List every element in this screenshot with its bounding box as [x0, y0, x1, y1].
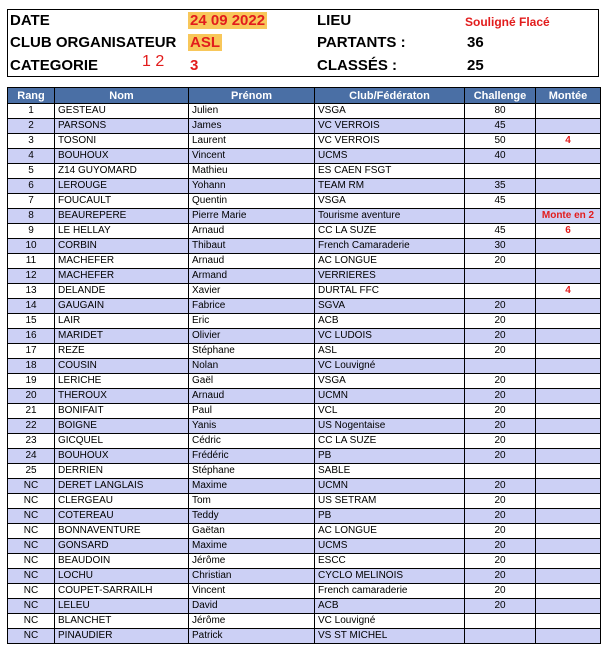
- last-name-cell: THEROUX: [55, 389, 189, 404]
- table-row: [8, 524, 601, 539]
- club-cell: VC VERROIS: [315, 119, 465, 134]
- rank-cell: 3: [8, 134, 55, 149]
- montee-cell: [536, 269, 601, 284]
- montee-cell: [536, 509, 601, 524]
- first-name-cell: Olivier: [189, 329, 315, 344]
- table-row: [8, 584, 601, 599]
- club-cell: UCMS: [315, 149, 465, 164]
- table-row: [8, 449, 601, 464]
- last-name-cell: GONSARD: [55, 539, 189, 554]
- table-row: [8, 404, 601, 419]
- challenge-cell: 20: [465, 374, 536, 389]
- results-table: [7, 87, 601, 644]
- first-name-cell: Yohann: [189, 179, 315, 194]
- first-name-cell: Mathieu: [189, 164, 315, 179]
- partants-value: 36: [467, 34, 484, 51]
- rank-cell: 7: [8, 194, 55, 209]
- first-name-cell: Christian: [189, 569, 315, 584]
- club-cell: UCMS: [315, 539, 465, 554]
- rank-cell: 19: [8, 374, 55, 389]
- race-info-box: [7, 9, 599, 77]
- first-name-cell: Arnaud: [189, 389, 315, 404]
- rank-cell: 8: [8, 209, 55, 224]
- last-name-cell: COUPET-SARRAILH: [55, 584, 189, 599]
- rank-cell: NC: [8, 584, 55, 599]
- montee-cell: 4: [536, 134, 601, 149]
- first-name-cell: Arnaud: [189, 254, 315, 269]
- club-cell: VS ST MICHEL: [315, 629, 465, 644]
- challenge-cell: 20: [465, 389, 536, 404]
- last-name-cell: DELANDE: [55, 284, 189, 299]
- club-organisateur-value: ASL: [190, 34, 220, 51]
- challenge-cell: [465, 269, 536, 284]
- last-name-cell: FOUCAULT: [55, 194, 189, 209]
- table-row: [8, 539, 601, 554]
- last-name-cell: LAIR: [55, 314, 189, 329]
- challenge-cell: 45: [465, 119, 536, 134]
- rank-cell: 5: [8, 164, 55, 179]
- table-row: [8, 239, 601, 254]
- challenge-cell: 30: [465, 239, 536, 254]
- challenge-cell: [465, 629, 536, 644]
- first-name-cell: Nolan: [189, 359, 315, 374]
- last-name-cell: COUSIN: [55, 359, 189, 374]
- montee-cell: [536, 164, 601, 179]
- first-name-cell: Vincent: [189, 149, 315, 164]
- challenge-cell: 45: [465, 194, 536, 209]
- last-name-cell: BONNAVENTURE: [55, 524, 189, 539]
- categorie-note: 1 2: [142, 53, 165, 70]
- challenge-cell: 20: [465, 509, 536, 524]
- challenge-cell: 20: [465, 344, 536, 359]
- challenge-cell: 20: [465, 419, 536, 434]
- last-name-cell: DERET LANGLAIS: [55, 479, 189, 494]
- first-name-cell: Stéphane: [189, 464, 315, 479]
- first-name-cell: Gaël: [189, 374, 315, 389]
- first-name-cell: Eric: [189, 314, 315, 329]
- club-cell: ACB: [315, 599, 465, 614]
- club-cell: CYCLO MELINOIS: [315, 569, 465, 584]
- club-cell: VC VERROIS: [315, 134, 465, 149]
- challenge-cell: 35: [465, 179, 536, 194]
- rank-cell: 9: [8, 224, 55, 239]
- lieu-label: LIEU: [317, 12, 352, 29]
- table-row: [8, 224, 601, 239]
- table-row: [8, 134, 601, 149]
- club-organisateur-label: CLUB ORGANISATEUR: [10, 34, 177, 51]
- last-name-cell: LELEU: [55, 599, 189, 614]
- montee-cell: [536, 464, 601, 479]
- montee-cell: [536, 149, 601, 164]
- last-name-cell: LEROUGE: [55, 179, 189, 194]
- montee-cell: [536, 239, 601, 254]
- challenge-cell: 20: [465, 524, 536, 539]
- header-montee: Montée: [536, 88, 601, 104]
- challenge-cell: 20: [465, 449, 536, 464]
- club-cell: VSGA: [315, 194, 465, 209]
- challenge-cell: 20: [465, 584, 536, 599]
- rank-cell: NC: [8, 569, 55, 584]
- club-cell: CC LA SUZE: [315, 434, 465, 449]
- last-name-cell: BLANCHET: [55, 614, 189, 629]
- last-name-cell: CLERGEAU: [55, 494, 189, 509]
- table-row: [8, 509, 601, 524]
- first-name-cell: Yanis: [189, 419, 315, 434]
- classes-value: 25: [467, 57, 484, 74]
- rank-cell: NC: [8, 524, 55, 539]
- montee-cell: [536, 614, 601, 629]
- montee-cell: [536, 494, 601, 509]
- rank-cell: NC: [8, 494, 55, 509]
- montee-cell: [536, 374, 601, 389]
- montee-cell: [536, 254, 601, 269]
- rank-cell: NC: [8, 599, 55, 614]
- table-row: [8, 299, 601, 314]
- first-name-cell: Armand: [189, 269, 315, 284]
- challenge-cell: 20: [465, 554, 536, 569]
- rank-cell: NC: [8, 509, 55, 524]
- montee-cell: [536, 329, 601, 344]
- first-name-cell: Arnaud: [189, 224, 315, 239]
- table-row: [8, 344, 601, 359]
- first-name-cell: Pierre Marie: [189, 209, 315, 224]
- header-rang: Rang: [8, 88, 55, 104]
- table-row: [8, 314, 601, 329]
- first-name-cell: Patrick: [189, 629, 315, 644]
- last-name-cell: BEAUDOIN: [55, 554, 189, 569]
- first-name-cell: Vincent: [189, 584, 315, 599]
- rank-cell: NC: [8, 614, 55, 629]
- challenge-cell: [465, 359, 536, 374]
- challenge-cell: [465, 209, 536, 224]
- first-name-cell: Xavier: [189, 284, 315, 299]
- club-cell: TEAM RM: [315, 179, 465, 194]
- club-cell: DURTAL FFC: [315, 284, 465, 299]
- table-row: [8, 434, 601, 449]
- first-name-cell: Jérôme: [189, 614, 315, 629]
- rank-cell: 6: [8, 179, 55, 194]
- challenge-cell: 20: [465, 404, 536, 419]
- montee-cell: [536, 299, 601, 314]
- rank-cell: 2: [8, 119, 55, 134]
- challenge-cell: 20: [465, 329, 536, 344]
- challenge-cell: 20: [465, 314, 536, 329]
- last-name-cell: COTEREAU: [55, 509, 189, 524]
- table-row: [8, 494, 601, 509]
- last-name-cell: LOCHU: [55, 569, 189, 584]
- table-row: [8, 419, 601, 434]
- challenge-cell: 40: [465, 149, 536, 164]
- club-cell: ESCC: [315, 554, 465, 569]
- club-cell: ACB: [315, 314, 465, 329]
- header-challenge: Challenge: [465, 88, 536, 104]
- montee-cell: [536, 554, 601, 569]
- last-name-cell: LE HELLAY: [55, 224, 189, 239]
- club-cell: US Nogentaise: [315, 419, 465, 434]
- club-cell: ASL: [315, 344, 465, 359]
- club-cell: VSGA: [315, 374, 465, 389]
- last-name-cell: GESTEAU: [55, 104, 189, 119]
- table-row: [8, 614, 601, 629]
- table-row: [8, 599, 601, 614]
- header-nom: Nom: [55, 88, 189, 104]
- table-row: [8, 479, 601, 494]
- first-name-cell: Fabrice: [189, 299, 315, 314]
- club-cell: CC LA SUZE: [315, 224, 465, 239]
- last-name-cell: CORBIN: [55, 239, 189, 254]
- rank-cell: 10: [8, 239, 55, 254]
- club-cell: UCMN: [315, 479, 465, 494]
- club-cell: French camaraderie: [315, 584, 465, 599]
- montee-cell: Monte en 2: [536, 209, 601, 224]
- challenge-cell: [465, 164, 536, 179]
- lieu-value: Souligné Flacé: [465, 15, 550, 29]
- last-name-cell: BONIFAIT: [55, 404, 189, 419]
- challenge-cell: [465, 614, 536, 629]
- header-prenom: Prénom: [189, 88, 315, 104]
- club-cell: VSGA: [315, 104, 465, 119]
- table-row: [8, 254, 601, 269]
- montee-cell: [536, 104, 601, 119]
- club-cell: Tourisme aventure: [315, 209, 465, 224]
- club-cell: PB: [315, 449, 465, 464]
- rank-cell: 24: [8, 449, 55, 464]
- table-row: [8, 374, 601, 389]
- montee-cell: 6: [536, 224, 601, 239]
- table-row: [8, 284, 601, 299]
- montee-cell: [536, 359, 601, 374]
- challenge-cell: 20: [465, 599, 536, 614]
- first-name-cell: Laurent: [189, 134, 315, 149]
- montee-cell: [536, 629, 601, 644]
- date-label: DATE: [10, 12, 50, 29]
- challenge-cell: 20: [465, 299, 536, 314]
- table-row: [8, 209, 601, 224]
- rank-cell: 15: [8, 314, 55, 329]
- last-name-cell: BOIGNE: [55, 419, 189, 434]
- results-header-row: [8, 88, 601, 104]
- challenge-cell: 20: [465, 539, 536, 554]
- rank-cell: 20: [8, 389, 55, 404]
- first-name-cell: Thibaut: [189, 239, 315, 254]
- montee-cell: [536, 479, 601, 494]
- last-name-cell: BEAUREPERE: [55, 209, 189, 224]
- header-club: Club/Fédératon: [315, 88, 465, 104]
- club-cell: UCMN: [315, 389, 465, 404]
- club-cell: French Camaraderie: [315, 239, 465, 254]
- challenge-cell: 20: [465, 434, 536, 449]
- last-name-cell: BOUHOUX: [55, 149, 189, 164]
- rank-cell: 12: [8, 269, 55, 284]
- last-name-cell: MACHEFER: [55, 254, 189, 269]
- rank-cell: 1: [8, 104, 55, 119]
- challenge-cell: [465, 284, 536, 299]
- first-name-cell: Maxime: [189, 539, 315, 554]
- last-name-cell: PINAUDIER: [55, 629, 189, 644]
- challenge-cell: 80: [465, 104, 536, 119]
- montee-cell: [536, 524, 601, 539]
- rank-cell: 23: [8, 434, 55, 449]
- last-name-cell: GAUGAIN: [55, 299, 189, 314]
- last-name-cell: DERRIEN: [55, 464, 189, 479]
- challenge-cell: 20: [465, 479, 536, 494]
- club-cell: VCL: [315, 404, 465, 419]
- date-value: 24 09 2022: [190, 12, 266, 29]
- club-cell: VC LUDOIS: [315, 329, 465, 344]
- first-name-cell: Stéphane: [189, 344, 315, 359]
- montee-cell: [536, 419, 601, 434]
- last-name-cell: TOSONI: [55, 134, 189, 149]
- table-row: [8, 569, 601, 584]
- montee-cell: [536, 584, 601, 599]
- club-cell: ES CAEN FSGT: [315, 164, 465, 179]
- rank-cell: 17: [8, 344, 55, 359]
- first-name-cell: Jérôme: [189, 554, 315, 569]
- club-cell: VERRIERES: [315, 269, 465, 284]
- classes-label: CLASSÉS :: [317, 57, 398, 74]
- rank-cell: 13: [8, 284, 55, 299]
- rank-cell: NC: [8, 539, 55, 554]
- rank-cell: NC: [8, 479, 55, 494]
- montee-cell: [536, 389, 601, 404]
- challenge-cell: 20: [465, 494, 536, 509]
- club-cell: VC Louvigné: [315, 614, 465, 629]
- club-cell: VC Louvigné: [315, 359, 465, 374]
- montee-cell: 4: [536, 284, 601, 299]
- challenge-cell: 20: [465, 254, 536, 269]
- montee-cell: [536, 569, 601, 584]
- rank-cell: 21: [8, 404, 55, 419]
- club-cell: PB: [315, 509, 465, 524]
- first-name-cell: Gaëtan: [189, 524, 315, 539]
- rank-cell: 4: [8, 149, 55, 164]
- club-cell: AC LONGUE: [315, 254, 465, 269]
- rank-cell: NC: [8, 554, 55, 569]
- categorie-label: CATEGORIE: [10, 57, 99, 74]
- montee-cell: [536, 539, 601, 554]
- rank-cell: 11: [8, 254, 55, 269]
- partants-label: PARTANTS :: [317, 34, 406, 51]
- table-row: [8, 149, 601, 164]
- first-name-cell: Paul: [189, 404, 315, 419]
- last-name-cell: GICQUEL: [55, 434, 189, 449]
- last-name-cell: MARIDET: [55, 329, 189, 344]
- montee-cell: [536, 449, 601, 464]
- first-name-cell: Cédric: [189, 434, 315, 449]
- rank-cell: NC: [8, 629, 55, 644]
- first-name-cell: Teddy: [189, 509, 315, 524]
- table-row: [8, 104, 601, 119]
- last-name-cell: LERICHE: [55, 374, 189, 389]
- montee-cell: [536, 404, 601, 419]
- last-name-cell: MACHEFER: [55, 269, 189, 284]
- club-cell: AC LONGUE: [315, 524, 465, 539]
- last-name-cell: PARSONS: [55, 119, 189, 134]
- rank-cell: 25: [8, 464, 55, 479]
- table-row: [8, 329, 601, 344]
- club-cell: SABLE: [315, 464, 465, 479]
- last-name-cell: BOUHOUX: [55, 449, 189, 464]
- first-name-cell: Maxime: [189, 479, 315, 494]
- categorie-value: 3: [190, 57, 199, 74]
- challenge-cell: 50: [465, 134, 536, 149]
- first-name-cell: Tom: [189, 494, 315, 509]
- montee-cell: [536, 434, 601, 449]
- rank-cell: 14: [8, 299, 55, 314]
- table-row: [8, 389, 601, 404]
- montee-cell: [536, 179, 601, 194]
- club-cell: US SETRAM: [315, 494, 465, 509]
- challenge-cell: 45: [465, 224, 536, 239]
- montee-cell: [536, 119, 601, 134]
- table-row: [8, 164, 601, 179]
- challenge-cell: [465, 464, 536, 479]
- challenge-cell: 20: [465, 569, 536, 584]
- table-row: [8, 464, 601, 479]
- rank-cell: 18: [8, 359, 55, 374]
- montee-cell: [536, 314, 601, 329]
- table-row: [8, 269, 601, 284]
- montee-cell: [536, 344, 601, 359]
- last-name-cell: Z14 GUYOMARD: [55, 164, 189, 179]
- first-name-cell: James: [189, 119, 315, 134]
- table-row: [8, 119, 601, 134]
- table-row: [8, 194, 601, 209]
- club-cell: SGVA: [315, 299, 465, 314]
- first-name-cell: David: [189, 599, 315, 614]
- first-name-cell: Julien: [189, 104, 315, 119]
- table-row: [8, 629, 601, 644]
- table-row: [8, 179, 601, 194]
- montee-cell: [536, 194, 601, 209]
- montee-cell: [536, 599, 601, 614]
- table-row: [8, 554, 601, 569]
- rank-cell: 16: [8, 329, 55, 344]
- first-name-cell: Quentin: [189, 194, 315, 209]
- last-name-cell: REZE: [55, 344, 189, 359]
- rank-cell: 22: [8, 419, 55, 434]
- table-row: [8, 359, 601, 374]
- first-name-cell: Frédéric: [189, 449, 315, 464]
